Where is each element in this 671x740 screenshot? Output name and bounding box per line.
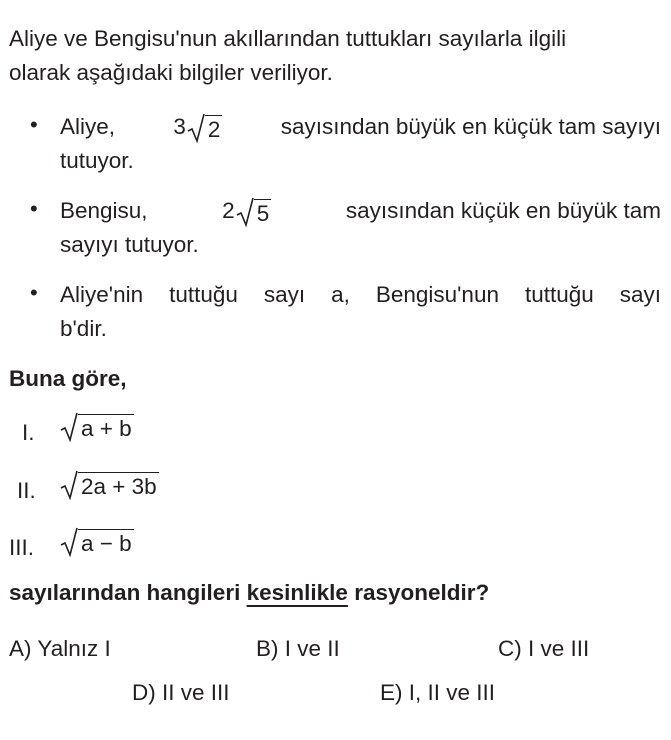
statement-1-radical: [60, 412, 134, 443]
intro-line-1: Aliye ve Bengisu'nun akıllarından tuttukları sayılarla ilgili: [9, 26, 567, 51]
radical-sign-icon: [187, 113, 205, 143]
statement-3-radical: [60, 527, 134, 558]
bullet-1-pre: Aliye,: [60, 114, 116, 139]
option-e-letter: E): [380, 680, 403, 705]
bullet-1-continuation: tutuyor.: [60, 148, 134, 173]
bullet-2-line: [60, 194, 661, 228]
lead-text: Buna göre,: [9, 366, 127, 391]
statement-3-radicand: a − b: [78, 529, 134, 558]
radical-sign-icon: [60, 527, 78, 557]
bullet-1-radicand: 2: [205, 115, 223, 144]
option-e-text: I, II ve III: [408, 680, 496, 705]
bullet-3-continuation: b'dir.: [60, 316, 107, 341]
statement-1-expression: [60, 412, 134, 452]
statement-3-numeral: III.: [9, 535, 35, 560]
statement-2-radicand: 2a + 3b: [78, 472, 159, 501]
option-e[interactable]: [380, 676, 495, 710]
question-before: sayılarından hangileri: [9, 580, 241, 605]
statement-2-expression: [60, 470, 159, 510]
statement-2-numeral: II.: [17, 478, 36, 503]
intro-line-2: olarak aşağıdaki bilgiler veriliyor.: [9, 60, 333, 85]
option-a-letter: A): [9, 636, 32, 661]
bullet-1-post: sayısından büyük en küçük tam sayıyı: [280, 114, 661, 139]
option-c-letter: C): [498, 636, 522, 661]
question-text: [9, 576, 489, 610]
question-emphasis: kesinlikle: [246, 580, 348, 605]
radical-sign-icon: [60, 412, 78, 442]
option-b[interactable]: [256, 632, 340, 666]
option-b-letter: B): [256, 636, 279, 661]
radical-sign-icon: [60, 470, 78, 500]
bullet-3-marker: •: [30, 280, 38, 305]
bullet-1-marker: •: [30, 112, 38, 137]
option-d[interactable]: [132, 676, 230, 710]
option-b-text: I ve II: [284, 636, 340, 661]
bullet-1-radical: [187, 113, 223, 144]
bullet-1-line: [60, 110, 661, 144]
question-after: rasyoneldir?: [354, 580, 490, 605]
statement-3-expression: [60, 527, 134, 567]
radical-sign-icon: [236, 197, 254, 227]
bullet-2-pre: Bengisu,: [60, 198, 148, 223]
bullet-2-radical: [236, 197, 272, 228]
bullet-2-continuation: sayıyı tutuyor.: [60, 232, 199, 257]
bullet-2-expression: [222, 194, 271, 228]
option-a[interactable]: [9, 632, 111, 666]
bullet-1-expression: [173, 110, 222, 144]
bullet-2-post: sayısından küçük en büyük tam: [345, 198, 661, 223]
statement-1-radicand: a + b: [78, 414, 134, 443]
option-c[interactable]: [498, 632, 589, 666]
option-c-text: I ve III: [528, 636, 590, 661]
option-a-text: Yalnız I: [37, 636, 111, 661]
bullet-2-marker: •: [30, 196, 38, 221]
bullet-2-coefficient: 2: [222, 198, 235, 223]
bullet-1-coefficient: 3: [173, 114, 186, 139]
option-d-letter: D): [132, 680, 156, 705]
bullet-3-line: Aliye'nin tuttuğu sayı a, Bengisu'nun tuttuğu sayı: [60, 282, 661, 307]
bullet-2-radicand: 5: [254, 199, 272, 228]
statement-2-radical: [60, 470, 159, 501]
statement-1-numeral: I.: [22, 420, 35, 445]
option-d-text: II ve III: [162, 680, 230, 705]
